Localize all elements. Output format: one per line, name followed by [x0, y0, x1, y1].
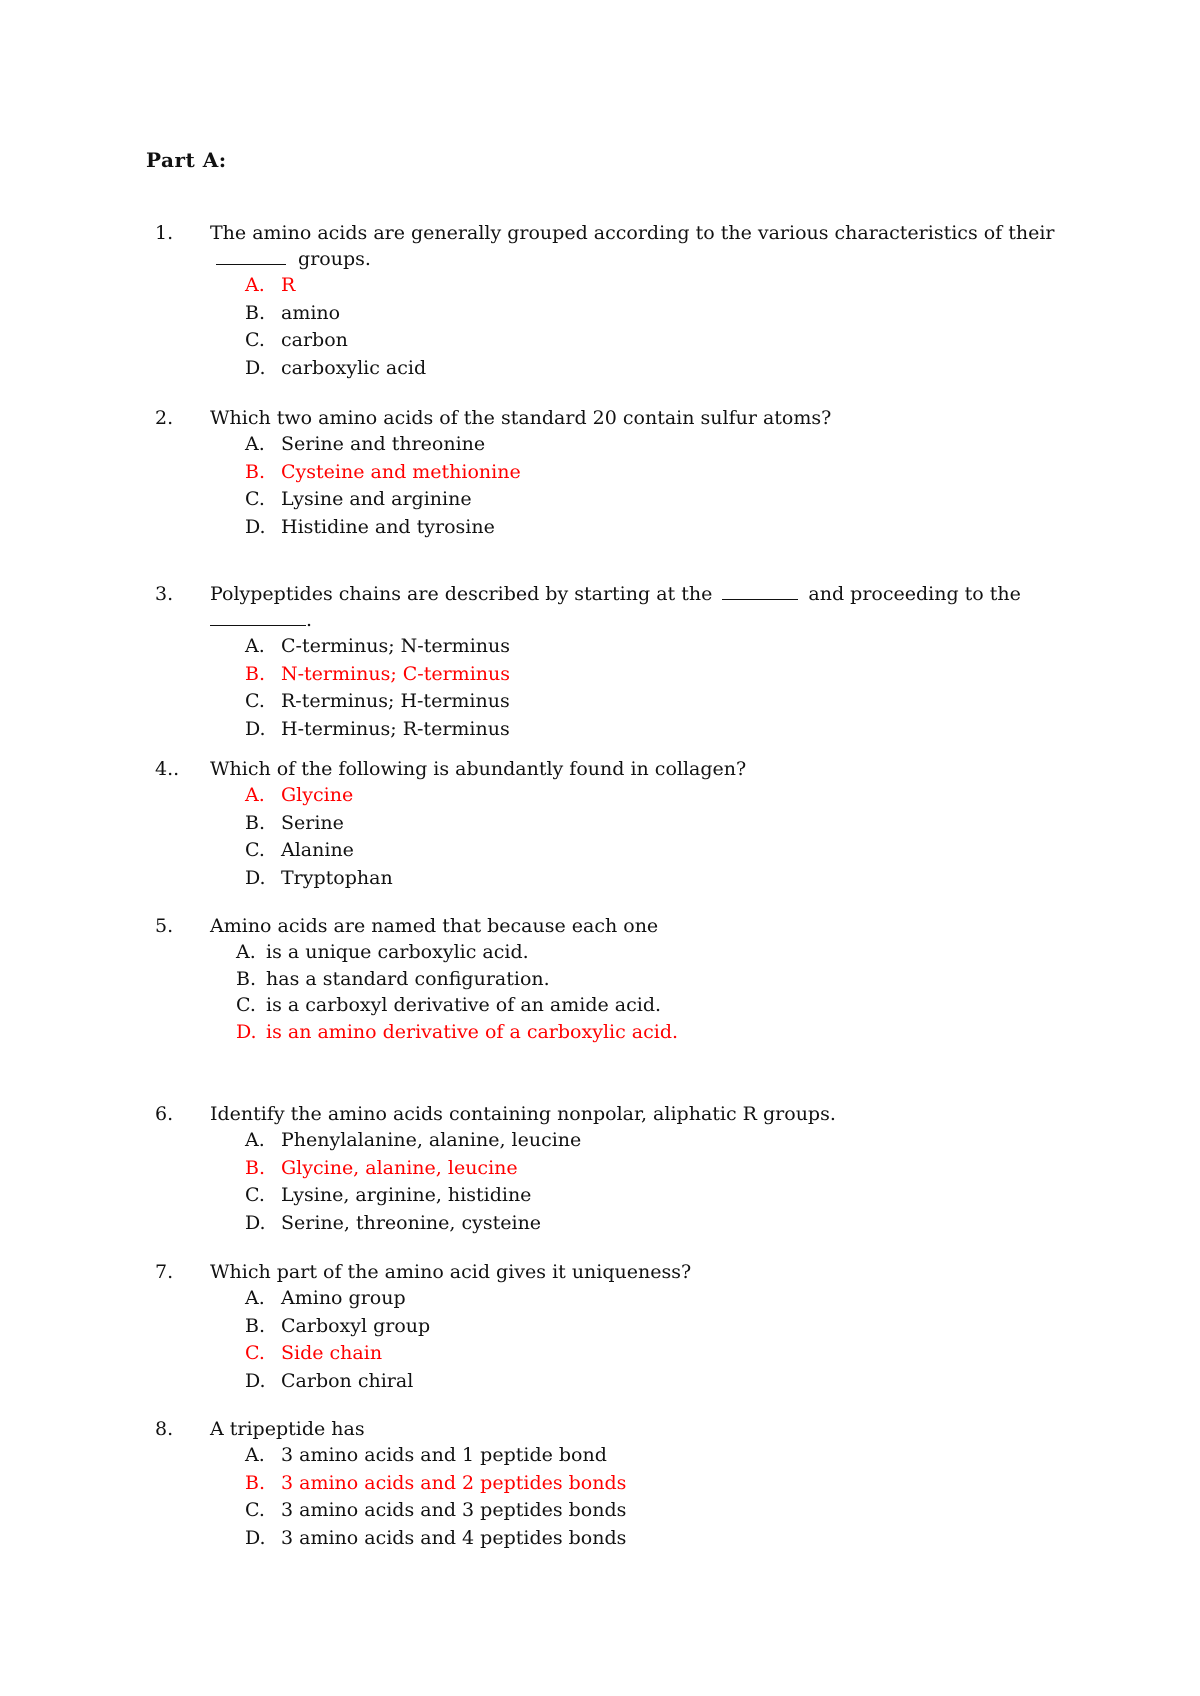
option-b: B. Serine [245, 811, 344, 834]
question-text: A tripeptide has [210, 1418, 365, 1440]
option-c: C. Lysine, arginine, histidine [245, 1184, 532, 1206]
option-list [245, 782, 393, 892]
question-number: 4.. [155, 758, 180, 780]
option-b: B. Carboxyl group [245, 1314, 431, 1337]
question-text: Which two amino acids of the standard 20 contain sulfur atoms? [210, 407, 832, 429]
question-text-post: groups. [298, 248, 371, 270]
option-c: C. Side chain [245, 1342, 383, 1364]
option-d: D. Tryptophan [245, 866, 393, 889]
option-b: B. 3 amino acids and 2 peptides bonds [245, 1471, 627, 1494]
option-b: B. has a standard configuration. [236, 967, 550, 990]
option-a: A. is a unique carboxylic acid. [236, 941, 529, 963]
option-c: C. is a carboxyl derivative of an amide acid. [236, 994, 662, 1016]
question-number: 6. [155, 1103, 174, 1125]
question-number: 1. [155, 222, 174, 244]
option-b: B. Cysteine and methionine [245, 460, 521, 483]
option-d: D. Carbon chiral [245, 1369, 414, 1392]
option-b: B. amino [245, 301, 341, 324]
option-c: C. carbon [245, 329, 348, 351]
option-a: A. Serine and threonine [245, 433, 486, 455]
option-b: B. N-terminus; C-terminus [245, 662, 511, 685]
option-list [245, 431, 521, 541]
question-number: 8. [155, 1418, 174, 1440]
answer-blank [210, 607, 306, 626]
answer-blank [216, 246, 286, 265]
question-number: 7. [155, 1261, 174, 1283]
option-b: B. Glycine, alanine, leucine [245, 1156, 518, 1179]
question-text-post: . [306, 609, 313, 631]
option-d: D. H-terminus; R-terminus [245, 717, 510, 740]
option-a: A. C-terminus; N-terminus [245, 635, 511, 657]
option-c: C. Alanine [245, 839, 354, 861]
question-text: Which part of the amino acid gives it uniqueness? [210, 1261, 692, 1283]
option-list [245, 1442, 626, 1552]
question-text: Amino acids are named that because each one [210, 915, 659, 937]
question-text: Which of the following is abundantly found in collagen? [210, 758, 747, 780]
option-a: A. R [245, 274, 296, 296]
question-number: 3. [155, 583, 174, 605]
option-d: D. Histidine and tyrosine [245, 515, 495, 538]
option-a: A. Phenylalanine, alanine, leucine [245, 1129, 582, 1151]
option-a: A. 3 amino acids and 1 peptide bond [245, 1444, 607, 1466]
question-number: 2. [155, 407, 174, 429]
question-text-pre: The amino acids are generally grouped according to the various characteristics of their [210, 222, 1055, 244]
option-a: A. Amino group [245, 1287, 406, 1309]
option-a: A. Glycine [245, 784, 354, 806]
section-heading: Part A: [146, 148, 227, 172]
question-text-pre: Polypeptides chains are described by starting at the [210, 583, 713, 605]
option-d: D. 3 amino acids and 4 peptides bonds [245, 1526, 627, 1549]
option-d: D. is an amino derivative of a carboxylic acid. [236, 1020, 679, 1043]
question-text [210, 220, 1070, 272]
option-c: C. R-terminus; H-terminus [245, 690, 510, 712]
option-list [245, 633, 510, 743]
question-text [210, 581, 1070, 633]
question-text: Identify the amino acids containing nonpolar, aliphatic R groups. [210, 1103, 836, 1125]
option-list [236, 939, 678, 1045]
option-list [245, 1127, 581, 1237]
question-text-mid: and proceeding to the [808, 583, 1021, 605]
question-number: 5. [155, 915, 174, 937]
option-c: C. 3 amino acids and 3 peptides bonds [245, 1499, 627, 1521]
answer-blank [722, 581, 798, 600]
option-c: C. Lysine and arginine [245, 488, 472, 510]
option-d: D. Serine, threonine, cysteine [245, 1211, 542, 1234]
option-list [245, 1285, 430, 1395]
option-d: D. carboxylic acid [245, 356, 427, 379]
option-list [245, 272, 426, 382]
